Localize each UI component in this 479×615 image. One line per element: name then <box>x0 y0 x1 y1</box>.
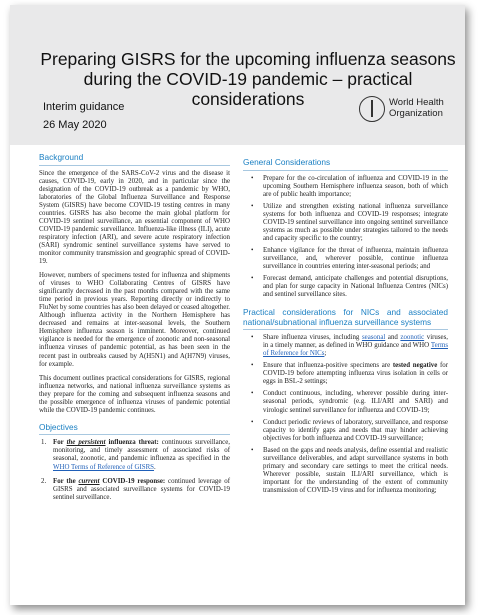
list-item: • Conduct periodic reviews of laboratory, surveillance, and response capacity to identify gaps and needs that may hinder achieving objectives for both influenza and COVID-19 surveillance; <box>263 419 448 443</box>
publication-date: 26 May 2020 <box>43 119 107 131</box>
background-paragraph-1: Since the emergence of the SARS-CoV-2 virus and the disease it causes, COVID-19, early in 2020, and in particular since the designation of the COVID-19 outbreak as a pandemic by WHO, laboratories of the Global Influenza Surveillance and Response System (GISRS) have become COVID-19 testing centres in many countries. GISRS has also become the main global platform for COVID-19 sentinel surveillance, an essential component of WHO COVID-19 pandemic surveillance. Influenza-like illness (ILI), acute respiratory infection (ARI), and severe acute respiratory infection (SARI) syndromic sentinel surveillance systems have served to monitor community transmission and geographic spread of COVID-19. <box>39 169 230 266</box>
objective-1-lead <box>53 439 159 446</box>
lead-emphasis: the persistent <box>66 439 106 447</box>
list-item <box>263 362 448 386</box>
who-emblem-icon <box>359 96 385 122</box>
general-considerations-heading: General Considerations <box>243 158 448 171</box>
lead-part: For <box>53 439 67 447</box>
terms-of-reference-nics-link[interactable]: Terms of Reference for NICs <box>263 342 448 358</box>
right-column <box>243 158 448 499</box>
objective-2-lead <box>53 478 165 485</box>
lead-part: influenza threat: <box>105 439 159 447</box>
objective-1-end: . <box>154 463 156 471</box>
text-part: for COVID-19 before attempting influenza virus isolation in cells or eggs in BSL-2 settings; <box>263 362 449 386</box>
who-logo <box>359 96 459 126</box>
objective-1-text: continuous surveillance, monitoring, and timely assessment of associated risks of seasonal, zoonotic, and pandemic influenza as specified in the <box>53 439 231 463</box>
objective-item <box>41 439 231 471</box>
list-item: • Prepare for the co-circulation of influenza and COVID-19 in the upcoming Southern Hemisphere influenza season, both of which are of public health importance; <box>263 175 448 199</box>
text-part: Share influenza viruses, including <box>263 334 362 342</box>
seasonal-link[interactable]: seasonal <box>361 334 386 342</box>
text-part: viruses, in a timely manner, as defined in WHO guidance and WHO <box>263 334 448 350</box>
list-item: • Utilize and strengthen existing national influenza surveillance systems for both influenza and COVID-19 responses; integrate COVID-19 sentinel surveillance into ongoing sentinel surveillance systems as much as possible under strategies tailored to the needs and capacity specific to the country; <box>263 203 448 243</box>
lead-part: COVID-19 response: <box>99 477 166 485</box>
objective-item <box>41 477 230 502</box>
text-part: Ensure that influenza-positive specimens are <box>263 362 393 370</box>
list-item: • Forecast demand, anticipate challenges and potential disruptions, and plan for surge capacity in National Influenza Centres (NICs) and sentinel surveillance sites. <box>263 275 448 299</box>
objective-2-text: continued leverage of GISRS and associated surveillance systems for COVID-19 sentinel surveillance. <box>53 477 230 501</box>
list-item: • Conduct continuous, including, wherever possible during inter-seasonal periods, syndromic (e.g. ILI/ARI and SARI) and virologic sentinel surveillance for influenza and COVID-19; <box>263 390 448 414</box>
text-part: and <box>385 334 401 342</box>
logo-line-1: World Health <box>389 97 444 108</box>
lead-part: For the <box>53 477 79 485</box>
objective-number: 1. <box>41 439 47 447</box>
lead-emphasis: current <box>78 477 100 485</box>
logo-line-2: Organization <box>389 108 443 119</box>
document-page <box>10 5 465 605</box>
objective-number: 2. <box>41 477 47 485</box>
practical-considerations-list <box>243 334 448 495</box>
general-considerations-list <box>243 175 448 300</box>
emphasis-text: tested negative <box>392 362 438 370</box>
background-heading: Background <box>39 153 230 166</box>
list-item <box>263 334 448 358</box>
zoonotic-link[interactable]: zoonotic <box>400 334 425 342</box>
practical-considerations-heading: Practical considerations for NICs and associated national/subnational influenza surveillance systems <box>243 308 448 330</box>
text-part: ; <box>324 350 327 358</box>
background-paragraph-2: However, numbers of specimens tested for influenza and shipments of viruses to WHO Collaborating Centres of GISRS have significantly decreased in the past months compared with the same time period in previous years. Reporting directly or indirectly to FluNet by some countries has also been delayed or ceased altogether. Although influenza activity in the Northern Hemisphere has decreased and remains at inter-seasonal levels, the Southern Hemisphere influenza season is imminent. Moreover, continued vigilance is needed for the emergence of zoonotic and non-seasonal influenza viruses of pandemic potential, as has been seen in the recent past in outbreaks caused by A(H5N1) and A(H7N9) viruses, for example. <box>39 272 230 368</box>
objectives-list <box>39 439 230 501</box>
title-line-1: Preparing GISRS for the upcoming influenza seasons <box>40 49 456 69</box>
objectives-heading: Objectives <box>39 423 230 436</box>
title-line-2: during the COVID-19 pandemic – practical considerations <box>83 69 413 109</box>
who-logo-text <box>389 97 444 119</box>
list-item: • Enhance vigilance for the threat of influenza, maintain influenza surveillance, and, wherever possible, continue influenza surveillance in countries entering inter-seasonal periods; and <box>263 247 448 271</box>
who-terms-gisrs-link[interactable]: WHO Terms of Reference of GISRS <box>53 463 155 471</box>
left-column <box>39 153 230 508</box>
subtitle: Interim guidance <box>43 101 125 113</box>
list-item: • Based on the gaps and needs analysis, define essential and realistic surveillance deliverables, and adapt surveillance systems in both primary and secondary care settings to meet the critical needs. Wherever possible, sustain ILI/ARI surveillance, which is important for the understanding of the extent of community transmission of COVID-19 virus and for influenza monitoring; <box>263 447 448 495</box>
background-paragraph-3: This document outlines practical considerations for GISRS, regional influenza networks, and national influenza surveillance systems as they prepare for the coming and subsequent influenza seasons and the possible emergence of influenza viruses of pandemic potential while the COVID-19 pandemic continues. <box>39 374 230 414</box>
document-header <box>10 5 465 145</box>
